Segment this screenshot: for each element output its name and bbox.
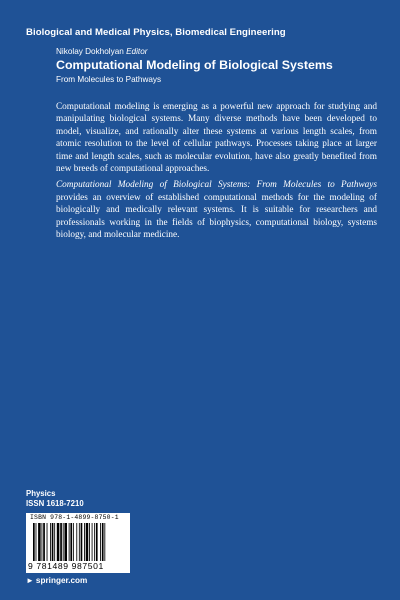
issn-label: ISSN 1618-7210 [26,499,84,508]
editor-line [56,47,147,56]
barcode-bar [54,523,55,561]
barcode-bar [94,523,95,561]
publisher-link[interactable] [26,576,87,585]
subject-block [26,489,84,509]
blurb-paragraph-2 [56,179,377,241]
editor-role: Editor [126,47,148,56]
barcode-bar [64,523,67,561]
arrow-icon: ► [26,576,34,585]
barcode-bar [42,523,43,561]
editor-name: Nikolay Dokholyan [56,47,124,56]
barcode-bar [86,523,89,561]
barcode-digits: 9 781489 987501 [28,561,104,571]
isbn-text: ISBN 978-1-4899-8750-1 [30,514,119,521]
barcode-bars [29,523,127,561]
barcode-bar [63,523,64,561]
barcode-bar [47,523,48,561]
book-title: Computational Modeling of Biological Systems [56,58,333,72]
barcode-bar [52,523,54,561]
barcode-bar [70,523,72,561]
barcode-bar [73,523,74,561]
barcode-bar [89,523,90,561]
barcode-bar [96,523,98,561]
barcode-bar [84,523,85,561]
barcode-bar [69,523,70,561]
publisher-label: springer.com [35,576,88,585]
barcode-bar [36,523,37,561]
barcode-bar [76,523,77,561]
blurb-title-ref: Computational Modeling of Biological Systems: From Molecules to Pathways [56,180,377,191]
barcode-bar [79,523,80,561]
barcode-bar [43,523,45,561]
barcode-bar [92,523,93,561]
barcode-bar [81,523,83,561]
barcode-bar [100,523,101,561]
barcode-bar [102,523,104,561]
barcode-bar [60,523,62,561]
book-subtitle: From Molecules to Pathways [56,75,162,84]
series-title: Biological and Medical Physics, Biomedical Engineering [26,27,286,38]
barcode-box [26,513,130,573]
barcode-bar [104,523,105,561]
barcode-bar [38,523,41,561]
barcode-bar [50,523,51,561]
subject-label: Physics [26,489,56,498]
blurb-paragraph-2-text: provides an overview of established computational methods for the modeling of biologically and medically relevant systems. It is suitable for researchers and professionals working in the fields of biophysics, computational biology, systems biology, and molecular medicine. [56,192,377,241]
blurb-paragraph-1: Computational modeling is emerging as a powerful new approach for studying and manipulating biological systems. Many diverse methods have been developed to model, visualize, and rationally alter these systems at various length scales, from atomic resolution to the level of cellular pathways. Processes taking place at larger time and length scales, such as molecular evolution, have also greatly benefited from new breeds of computational approaches. [56,102,377,175]
barcode-bar [57,523,60,561]
blurb [56,101,377,245]
barcode-bar [33,523,35,561]
